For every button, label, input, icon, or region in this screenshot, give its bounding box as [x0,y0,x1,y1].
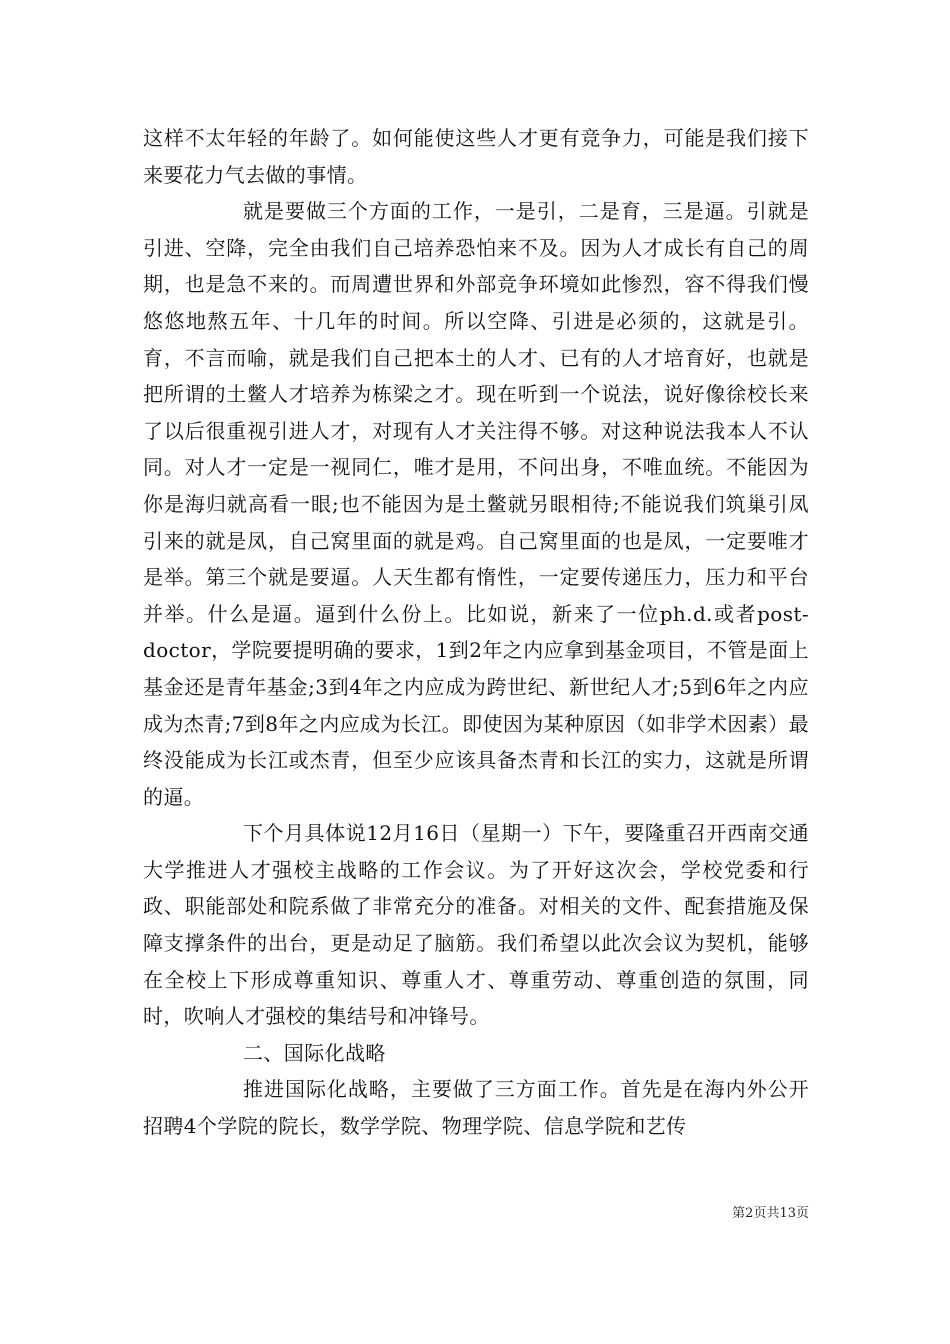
paragraph-meeting: 下个月具体说12月16日（星期一）下午，要隆重召开西南交通大学推进人才强校主战略的工作会议。为了开好这次会，学校党委和行政、职能部处和院系做了非常充分的准备。对相关的文件、配套措施及保障支撑条件的出台，更是动足了脑筋。我们希望以此次会议为契机，能够在全校上下形成尊重知识、尊重人才、尊重劳动、尊重创造的氛围，同时，吹响人才强校的集结号和冲锋号。 [143,821,809,1029]
paragraph-internationalization: 推进国际化战略，主要做了三方面工作。首先是在海内外公开招聘4个学院的院长，数学学院、物理学院、信息学院和艺传 [143,1077,809,1139]
paragraph-continuation: 这样不太年轻的年龄了。如何能使这些人才更有竞争力，可能是我们接下来要花力气去做的事情。 [143,126,809,187]
document-body [143,120,809,1145]
page-number-footer: 第2页共13页 [732,1206,809,1221]
section-heading-internationalization: 二、国际化战略 [243,1040,386,1065]
paragraph-three-aspects: 就是要做三个方面的工作，一是引，二是育，三是逼。引就是引进、空降，完全由我们自己培养恐怕来不及。因为人才成长有自己的周期，也是急不来的。而周遭世界和外部竞争环境如此惨烈，容不得我们慢悠悠地熬五年、十几年的时间。所以空降、引进是必须的，这就是引。育，不言而喻，就是我们自己把本土的人才、已有的人才培育好，也就是把所谓的土鳖人才培养为栋梁之才。现在听到一个说法，说好像徐校长来了以后很重视引进人才，对现有人才关注得不够。对这种说法我本人不认同。对人才一定是一视同仁，唯才是用，不问出身，不唯血统。不能因为你是海归就高看一眼;也不能因为是土鳖就另眼相待;不能说我们筑巢引凤引来的就是凤，自己窝里面的就是鸡。自己窝里面的也是凤，一定要唯才是举。第三个就是要逼。人天生都有惰性，一定要传递压力，压力和平台并举。什么是逼。逼到什么份上。比如说，新来了一位ph.d.或者post-doctor，学院要提明确的要求，1到2年之内应拿到基金项目，不管是面上基金还是青年基金;3到4年之内应成为跨世纪、新世纪人才;5到6年之内应成为杰青;7到8年之内应成为长江。即使因为某种原因（如非学术因素）最终没能成为长江或杰青，但至少应该具备杰青和长江的实力，这就是所谓的逼。 [143,199,809,809]
